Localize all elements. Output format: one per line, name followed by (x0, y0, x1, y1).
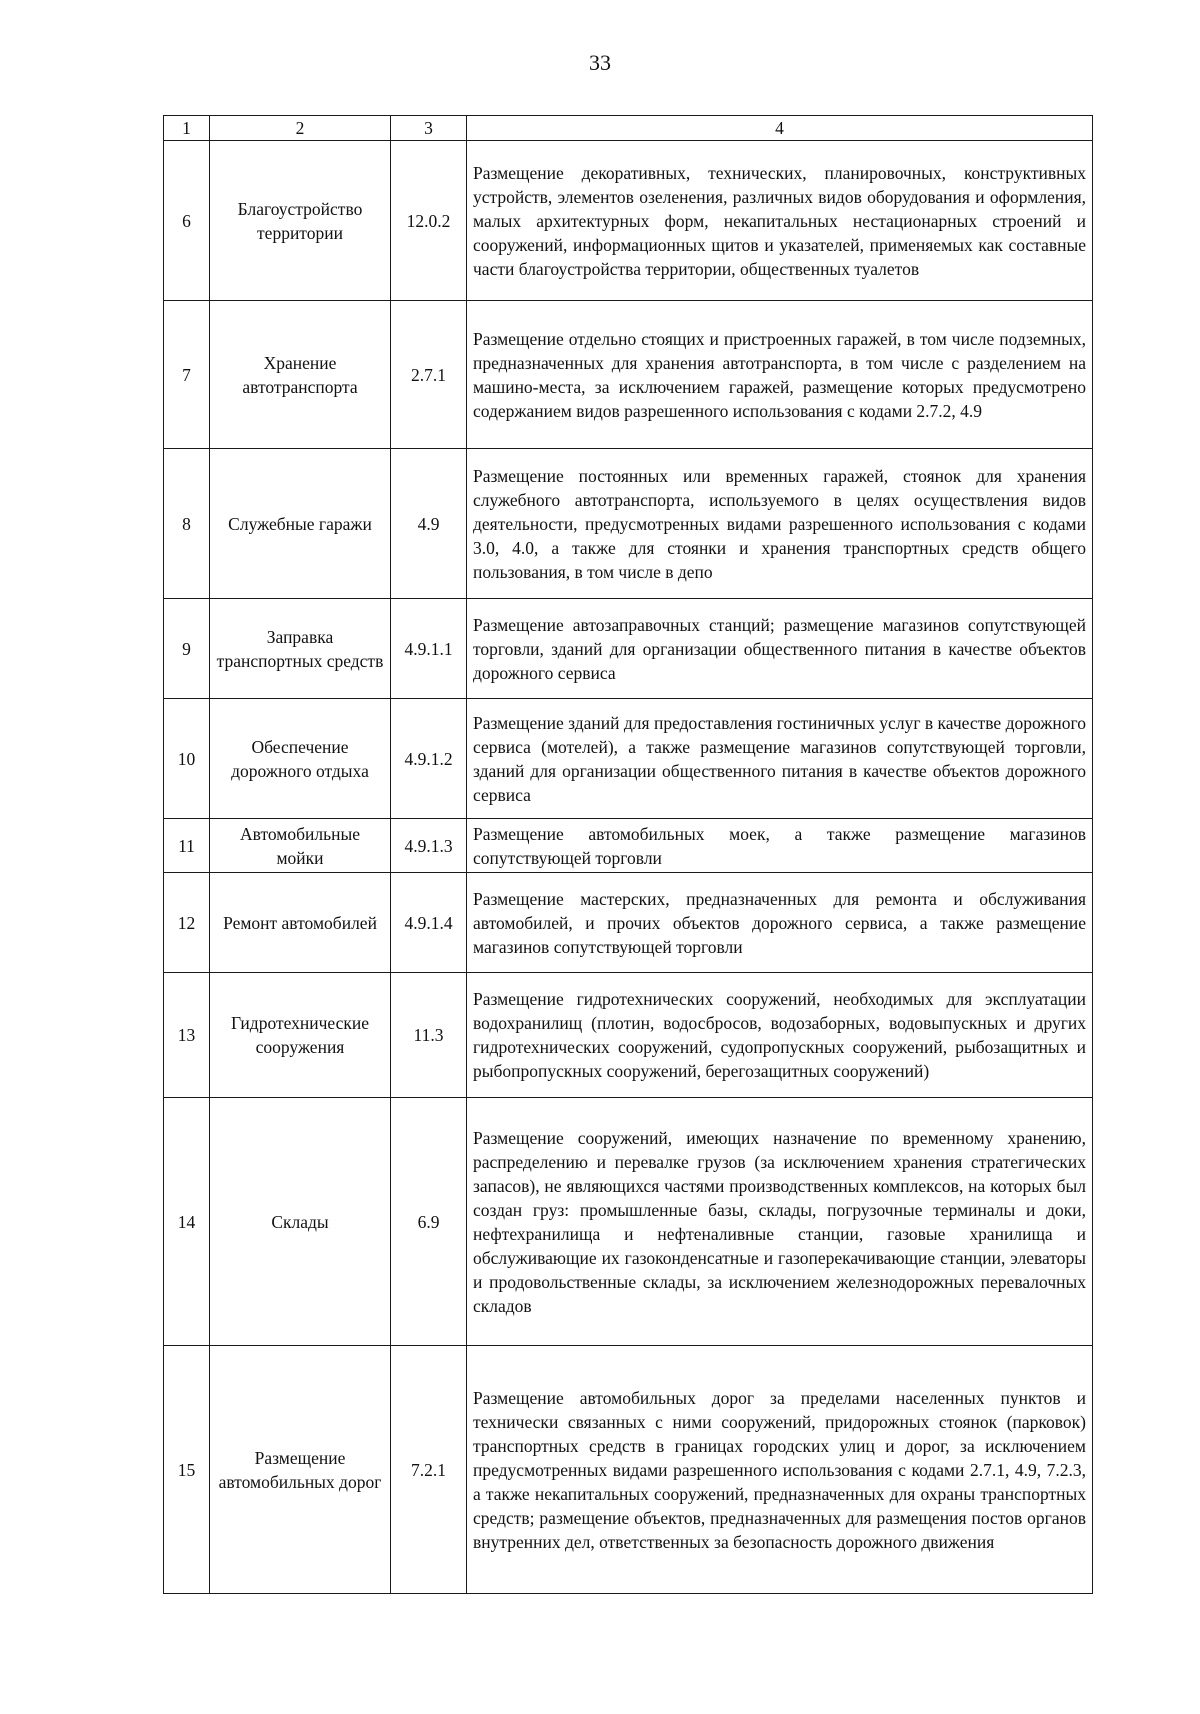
table-row (164, 973, 1093, 1098)
use-type-description: Размещение постоянных или временных гаражей, стоянок для хранения служебного автотранспорта, используемого в целях осуществления видов деятельности, предусмотренных видами разрешенного использования с кодами 3.0, 4.0, а также для стоянки и хранения транспортных средств общего пользования, в том числе в депо (467, 449, 1093, 599)
use-type-description: Размещение декоративных, технических, планировочных, конструктивных устройств, элементов озеленения, различных видов оборудования и оформления, малых архитектурных форм, некапитальных нестационарных строений и сооружений, информационных щитов и указателей, применяемых как составные части благоустройства территории, общественных туалетов (467, 141, 1093, 301)
row-number: 14 (164, 1098, 210, 1346)
header-col-4: 4 (467, 116, 1093, 141)
use-type-description: Размещение автомобильных моек, а также размещение магазинов сопутствующей торговли (467, 819, 1093, 873)
use-type-name: Размещение автомобильных дорог (210, 1346, 391, 1594)
use-type-name: Служебные гаражи (210, 449, 391, 599)
row-number: 9 (164, 599, 210, 699)
use-type-description: Размещение зданий для предоставления гостиничных услуг в качестве дорожного сервиса (мотелей), а также размещение магазинов сопутствующей торговли, зданий для организации общественного питания в качестве объектов дорожного сервиса (467, 699, 1093, 819)
use-type-name: Хранение автотранспорта (210, 301, 391, 449)
row-number: 13 (164, 973, 210, 1098)
table-row (164, 873, 1093, 973)
use-type-description: Размещение отдельно стоящих и пристроенных гаражей, в том числе подземных, предназначенных для хранения автотранспорта, в том числе с разделением на машино-места, за исключением гаражей, размещение которых предусмотрено содержанием видов разрешенного использования с кодами 2.7.2, 4.9 (467, 301, 1093, 449)
table-row (164, 1098, 1093, 1346)
table-row (164, 301, 1093, 449)
use-type-code: 11.3 (391, 973, 467, 1098)
use-type-name: Склады (210, 1098, 391, 1346)
use-type-code: 4.9.1.1 (391, 599, 467, 699)
row-number: 11 (164, 819, 210, 873)
use-type-name: Гидротехнические сооружения (210, 973, 391, 1098)
table-row (164, 1346, 1093, 1594)
use-type-name: Благоустройство территории (210, 141, 391, 301)
table-row (164, 141, 1093, 301)
table-row (164, 599, 1093, 699)
header-col-2: 2 (210, 116, 391, 141)
use-type-code: 4.9 (391, 449, 467, 599)
header-row (164, 116, 1093, 141)
use-type-description: Размещение мастерских, предназначенных для ремонта и обслуживания автомобилей, и прочих объектов дорожного сервиса, а также размещение магазинов сопутствующей торговли (467, 873, 1093, 973)
use-type-name: Ремонт автомобилей (210, 873, 391, 973)
use-type-code: 4.9.1.3 (391, 819, 467, 873)
use-type-code: 7.2.1 (391, 1346, 467, 1594)
use-type-code: 12.0.2 (391, 141, 467, 301)
use-type-name: Автомобильные мойки (210, 819, 391, 873)
row-number: 7 (164, 301, 210, 449)
use-type-description: Размещение автомобильных дорог за пределами населенных пунктов и технически связанных с ними сооружений, придорожных стоянок (парковок) транспортных средств в границах городских улиц и дорог, за исключением предусмотренных видами разрешенного использования с кодами 2.7.1, 4.9, 7.2.3, а также некапитальных сооружений, предназначенных для охраны транспортных средств; размещение объектов, предназначенных для размещения постов органов внутренних дел, ответственных за безопасность дорожного движения (467, 1346, 1093, 1594)
use-type-code: 4.9.1.2 (391, 699, 467, 819)
row-number: 6 (164, 141, 210, 301)
use-type-code: 6.9 (391, 1098, 467, 1346)
row-number: 12 (164, 873, 210, 973)
table-row (164, 699, 1093, 819)
row-number: 15 (164, 1346, 210, 1594)
use-type-name: Обеспечение дорожного отдыха (210, 699, 391, 819)
header-col-3: 3 (391, 116, 467, 141)
use-type-description: Размещение автозаправочных станций; размещение магазинов сопутствующей торговли, зданий для организации общественного питания в качестве объектов дорожного сервиса (467, 599, 1093, 699)
use-type-code: 2.7.1 (391, 301, 467, 449)
table-row (164, 819, 1093, 873)
page-number: 33 (589, 50, 611, 75)
use-type-description: Размещение сооружений, имеющих назначение по временному хранению, распределению и перевалке грузов (за исключением хранения стратегических запасов), не являющихся частями производственных комплексов, на которых был создан груз: промышленные базы, склады, погрузочные терминалы и доки, нефтехранилища и нефтеналивные станции, газовые хранилища и обслуживающие их газоконденсатные и газоперекачивающие станции, элеваторы и продовольственные склады, за исключением железнодорожных перевалочных складов (467, 1098, 1093, 1346)
row-number: 10 (164, 699, 210, 819)
use-type-description: Размещение гидротехнических сооружений, необходимых для эксплуатации водохранилищ (плотин, водосбросов, водозаборных, водовыпускных и других гидротехнических сооружений, судопропускных сооружений, рыбозащитных и рыбопропускных сооружений, берегозащитных сооружений) (467, 973, 1093, 1098)
use-type-name: Заправка транспортных средств (210, 599, 391, 699)
row-number: 8 (164, 449, 210, 599)
land-use-table (163, 115, 1093, 1594)
header-col-1: 1 (164, 116, 210, 141)
table-row (164, 449, 1093, 599)
use-type-code: 4.9.1.4 (391, 873, 467, 973)
